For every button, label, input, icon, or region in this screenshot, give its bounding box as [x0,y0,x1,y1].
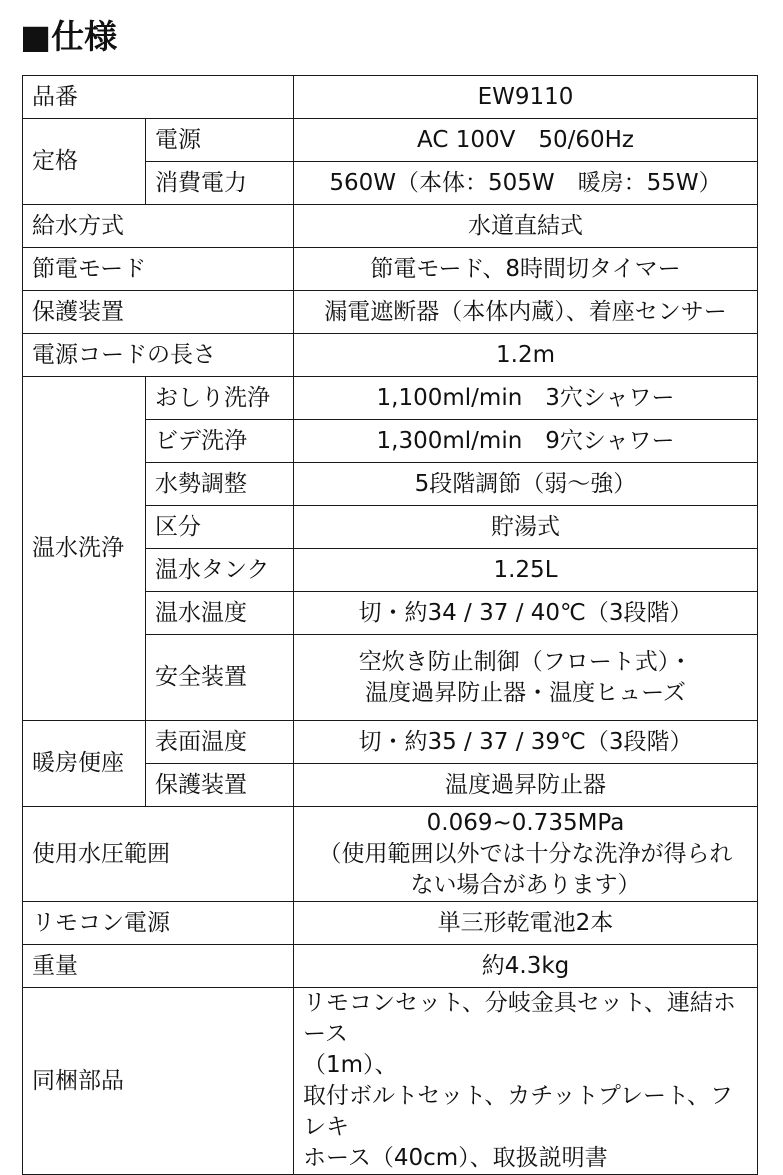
spec-sublabel: 表面温度 [146,721,294,764]
spec-label: 節電モード [23,248,294,291]
spec-value: 1,300ml/min 9穴シャワー [294,420,758,463]
spec-value-line: （1m）、 [303,1052,398,1078]
spec-row-remote-power [23,902,758,945]
spec-value: 切・約35 / 37 / 39℃（3段階） [294,721,758,764]
spec-label: 給水方式 [23,205,294,248]
spec-sublabel: 温水タンク [146,549,294,592]
page-title: ■仕様 [20,17,118,56]
spec-sublabel: 保護装置 [146,764,294,807]
spec-value-line: ない場合があります） [410,871,641,898]
spec-value: 貯湯式 [294,506,758,549]
spec-row-cord-length [23,334,758,377]
spec-value [294,807,758,902]
spec-value: 温度過昇防止器 [294,764,758,807]
spec-sublabel: 温水温度 [146,592,294,635]
spec-label: 同梱部品 [23,988,294,1175]
spec-value-line: （使用範囲以外では十分な洗浄が得られ [318,840,733,867]
spec-value [294,988,758,1175]
spec-group-label: 定格 [23,119,146,205]
spec-row-model [23,76,758,119]
spec-value-line: ホース（40cm）、取扱説明書 [303,1145,608,1171]
spec-value: 1.25L [294,549,758,592]
spec-label: 電源コードの長さ [23,334,294,377]
spec-group-label: 暖房便座 [23,721,146,807]
spec-label: 使用水圧範囲 [23,807,294,902]
spec-value-line: 取付ボルトセット、カチットプレート、フレキ [303,1083,733,1140]
spec-row-rating-power-source [23,119,758,162]
spec-label: 品番 [23,76,294,119]
spec-sublabel: 安全装置 [146,635,294,721]
spec-value: 水道直結式 [294,205,758,248]
spec-sublabel: おしり洗浄 [146,377,294,420]
spec-value: 約4.3kg [294,945,758,988]
spec-group-label: 温水洗浄 [23,377,146,721]
spec-sublabel: ビデ洗浄 [146,420,294,463]
spec-value [294,635,758,721]
spec-sublabel: 消費電力 [146,162,294,205]
spec-row-power-saving [23,248,758,291]
spec-label: 重量 [23,945,294,988]
spec-value: 1.2m [294,334,758,377]
spec-row-protection [23,291,758,334]
spec-label: リモコン電源 [23,902,294,945]
spec-row-heated-seat-surface [23,721,758,764]
spec-sublabel: 水勢調整 [146,463,294,506]
spec-value-line: 温度過昇防止器・温度ヒューズ [365,679,686,706]
spec-table [22,75,758,1175]
spec-value: 1,100ml/min 3穴シャワー [294,377,758,420]
spec-row-included [23,988,758,1175]
spec-value: 560W（本体：505W 暖房：55W） [294,162,758,205]
spec-value: AC 100V 50/60Hz [294,119,758,162]
spec-value-line: 空炊き防止制御（フロート式）・ [358,648,693,675]
spec-row-warm-wash-rear [23,377,758,420]
spec-row-water-pressure-range [23,807,758,902]
spec-value-line: 0.069~0.735MPa [426,809,625,836]
spec-row-water-supply [23,205,758,248]
spec-value-line: リモコンセット、分岐金具セット、連結ホース [303,990,736,1047]
spec-value: 単三形乾電池2本 [294,902,758,945]
spec-label: 保護装置 [23,291,294,334]
spec-value: 5段階調節（弱～強） [294,463,758,506]
spec-sublabel: 区分 [146,506,294,549]
spec-sublabel: 電源 [146,119,294,162]
spec-row-weight [23,945,758,988]
spec-value: 漏電遮断器（本体内蔵）、着座センサー [294,291,758,334]
spec-value: EW9110 [294,76,758,119]
spec-value: 切・約34 / 37 / 40℃（3段階） [294,592,758,635]
spec-value: 節電モード、8時間切タイマー [294,248,758,291]
